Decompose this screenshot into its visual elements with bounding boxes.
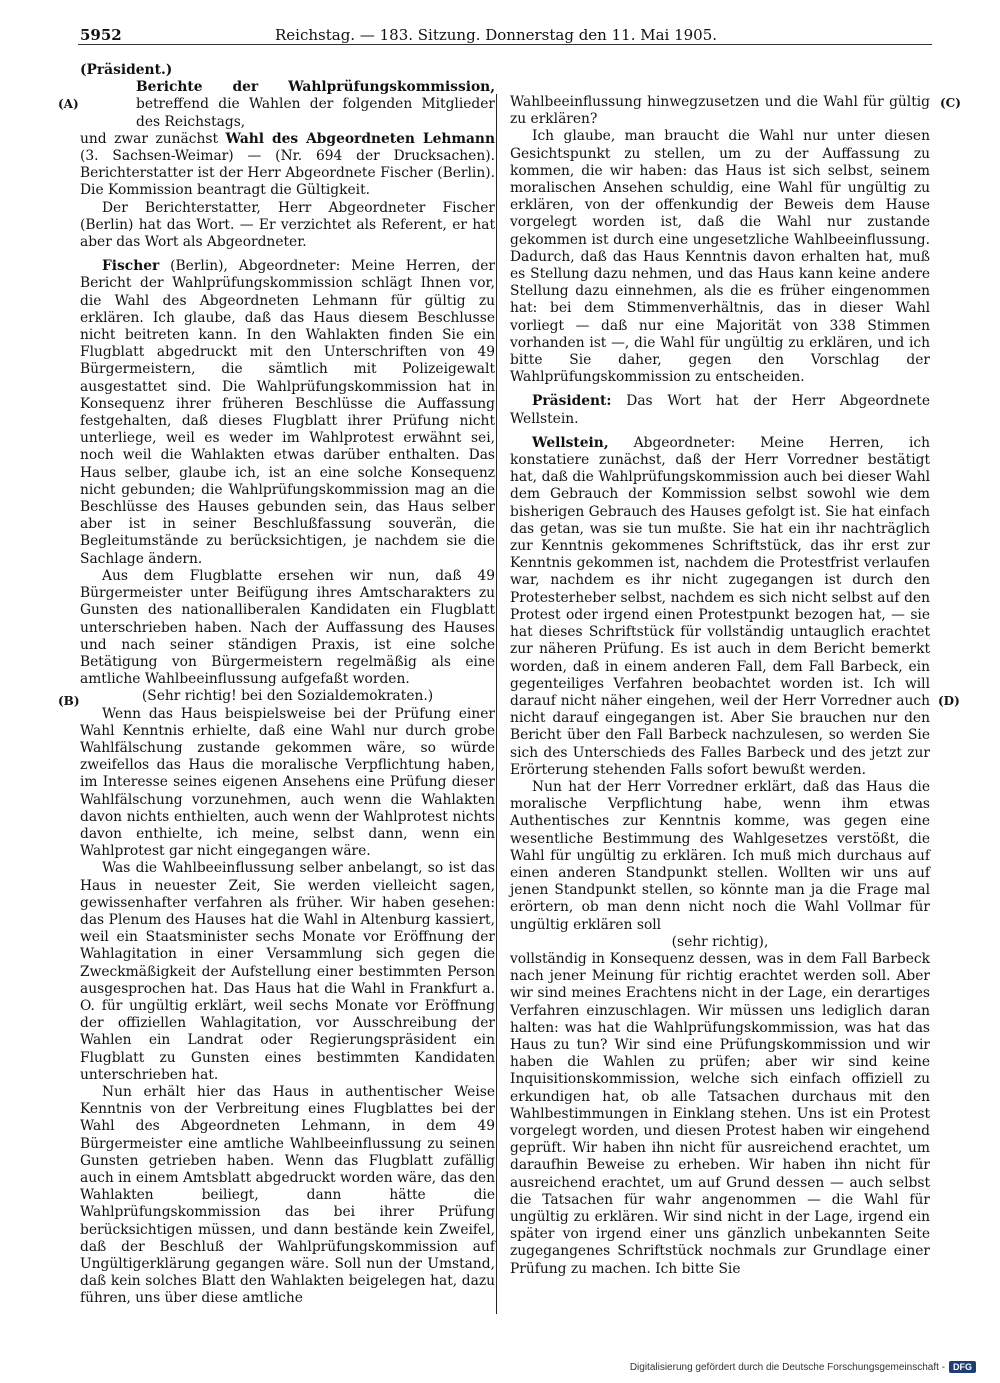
speech-paragraph: Wellstein, Abgeordneter: Meine Herren, ich konstatiere zunächst, daß der Herr Vorredner bestätigt hat, daß die Wahlprüfungskommission auch bei dieser Wahl dem Gebrauch der Kommission selbst sowohl wie dem bisherigen Gebrauch des Hauses gefolgt ist. Sie hat einfach das getan, was sie tun mußte. Sie hat ein ihr nachträglich zur Kenntnis gekommenes Schriftstück, das ihr erst zur Kenntnis gekommen ist, nachdem die Protestfrist verlaufen war, nachdem es ihr nicht zugegangen ist durch den Protesterheber selbst, nachdem es sich nicht selbst auf den Protest oder irgend einen Protestpunkt bezogen hat, — sie hat dieses Schriftstück für vollständig untauglich erachtet zur näheren Prüfung. Es ist auch in dem Bericht bemerkt worden, daß in einem anderen Fall, dem Fall Barbeck, ein gegenteiliges Verfahren beobachtet worden ist. Ich will darauf nicht näher eingehen, weil der Herr Vorredner auch nicht darauf eingegangen ist. Aber Sie brauchen nur den Bericht über den Fall Barbeck nachzulesen, so werden Sie sich des Unterschieds des Falles Barbeck und des jetzt zur Erörterung stehenden Falls sofort bewußt werden. (510, 434, 930, 778)
footer-text: Digitalisierung gefördert durch die Deutsche Forschungsgemeinschaft - (629, 1361, 945, 1373)
election-title: Wahl des Abgeordneten Lehmann (225, 130, 495, 147)
header-rule (78, 44, 932, 45)
paragraph: Nun erhält hier das Haus in authentischer Weise Kenntnis von der Verbreitung eines Flugblattes bei der Wahl des Abgeordneten Lehmann, in dem 49 Bürgermeister eine amtliche Wahlbeeinflussung zu seinen Gunsten getrieben haben. Wenn das Flugblatt zufällig auch in einem Amtsblatt abgedruckt worden wäre, das den Wahlakten beiliegt, dann hätte die Wahlprüfungskommission das bei ihrer Prüfung berücksichtigen müssen, und dann bestände kein Zweifel, daß der Beschluß der Wahlprüfungskommission auf Ungültigerklärung gegangen wäre. Soll nun der Umstand, daß kein solches Blatt den Wahlakten beigelegen hat, dazu führen, uns über diese amtliche (80, 1083, 495, 1307)
speaker-name: Präsident: (532, 393, 612, 410)
page-number: 5952 (80, 26, 122, 44)
paragraph: Aus dem Flugblatte ersehen wir nun, daß 49 Bürgermeister unter Beifügung ihres Amtscharakters zu Gunsten des nationalliberalen Kandidaten ein Flugblatt unterschrieben haben. Nach der Auffassung des Hauses und nach seiner ständigen Praxis, ist eine solche Betätigung von Bürgermeistern regelmäßig als eine amtliche Wahlbeeinflussung aufgefaßt worden. (80, 567, 495, 688)
speaker-name: Fischer (102, 258, 160, 275)
paragraph: und zwar zunächst Wahl des Abgeordneten Lehmann (3. Sachsen-Weimar) — (Nr. 694 der Drucksachen). Berichterstatter ist der Herr Abgeordnete Fischer (Berlin). Die Kommission beantragt die Gültigkeit. (80, 130, 495, 199)
running-title: Reichstag. — 183. Sitzung. Donnerstag den 11. Mai 1905. (275, 26, 718, 44)
margin-label-d: (D) (938, 694, 960, 708)
speech-paragraph: Fischer (Berlin), Abgeordneter: Meine Herren, der Bericht der Wahlprüfungskommission schlägt Ihnen vor, die Wahl des Abgeordneten Lehmann für gültig zu erklären. Ich glaube, daß das Haus diesem Beschlusse nicht beitreten kann. In den Wahlakten finden Sie ein Flugblatt abgedruckt mit den Unterschriften von 49 Bürgermeistern, die sämtlich mit Polizeigewalt ausgestattet sind. Die Wahlprüfungskommission hat in Konsequenz ihrer früheren Beschlüsse die Auffassung festgehalten, daß dieses Flugblatt ihrer Prüfung nicht unterliege, weil es weder im Wahlprotest erwähnt sei, noch weil die Wahlakten etwas darüber enthalten. Das Haus selber, glaube ich, ist an eine solche Konsequenz nicht gebunden; die Wahlprüfungskommission mag an die Beschlüsse des Hauses gebunden sein, das Haus selber aber ist in seiner Beschlußfassung souverän, die Begleitumstände zu berücksichtigen, je nachdem sie die Sachlage ändern. (80, 258, 495, 567)
footer-credit (630, 1361, 976, 1373)
agenda-title: Berichte der Wahlprüfungskommission, (136, 79, 495, 96)
paragraph: Wahlbeeinflussung hinwegzusetzen und die Wahl für gültig zu erklären? (510, 94, 930, 128)
page-header (80, 20, 930, 50)
speech-paragraph: Präsident: Das Wort hat der Herr Abgeordnete Wellstein. (510, 393, 930, 427)
margin-label-a: (A) (58, 97, 79, 111)
paragraph: vollständig in Konsequenz dessen, was in dem Fall Barbeck nach jener Meinung für richtig erachtet werden soll. Aber wir sind meines Erachtens nicht in der Lage, ein derartiges Verfahren einzuschlagen. Wir müssen uns lediglich daran halten: was hat die Wahlprüfungskommission, was hat das Haus zu tun? Wir sind eine Prüfungskommission und wir haben die Wahlen zu prüfen; aber wir sind keine Inquisitionskommission, welche sich einfach offiziell zu erkundigen hat, ob alle Tatsachen durchaus mit den Wahlbestimmungen in Einklang stehen. Uns ist ein Protest vorgelegt worden, und diesen Protest haben wir eingehend geprüft. Wir haben ihn nicht für ausreichend erachtet, um daraufhin Beweise zu erheben. Wir haben ihn nicht für ausreichend erachtet, um auf Grund dessen — auch selbst die Tatsachen für wahr angenommen — die Wahl für ungültig zu erklären. Wir sind nicht in der Lage, irgend ein später von irgend einer uns gänzlich unbekannten Seite zugegangenes Schriftstück nochmals zur Grundlage einer Prüfung zu machen. Ich bitte Sie (510, 950, 930, 1277)
paragraph: Was die Wahlbeeinflussung selber anbelangt, so ist das Haus in neuester Zeit, Sie werden vielleicht sagen, gewissenhafter verfahren als früher. Wir haben gesehen: das Plenum des Hauses hat die Wahl in Altenburg kassiert, weil ein Staatsminister sechs Monate vor Eröffnung der Wahlagitation in einer Versammlung sich gegen die Zweckmäßigkeit der Aufstellung einer bestimmten Person ausgesprochen hat. Das Haus hat die Wahl in Frankfurt a. O. für ungültig erklärt, weil sechs Monate vor Eröffnung der offiziellen Wahlagitation, vor Ausschreibung der Wahlen ein Landrat oder Regierungspräsident ein Flugblatt zu Gunsten eines bestimmten Kandidaten unterschrieben hat. (80, 860, 495, 1083)
margin-label-c: (C) (940, 96, 961, 110)
paragraph: Wenn das Haus beispielsweise bei der Prüfung einer Wahl Kenntnis erhielte, daß eine Wahl nur durch grobe Wahlfälschung zustande gekommen wäre, so würde zweifellos das Haus die moralische Verpflichtung haben, im Interesse seines eigenen Ansehens eine Prüfung dieser Wahlfälschung vorzunehmen, auch wenn die Wahlakten davon nichts enthielten, auch wenn der Wahlprotest nichts davon enthielte, ich meine, selbst dann, wenn ein Wahlprotest gar nicht eingegangen wäre. (80, 705, 495, 860)
speaker-name: Wellstein, (532, 434, 609, 451)
interjection: (sehr richtig), (671, 933, 769, 950)
margin-label-b: (B) (58, 694, 80, 708)
left-column (80, 62, 495, 1308)
column-divider (496, 94, 497, 1314)
right-column (510, 94, 930, 1278)
agenda-item: Berichte der Wahlprüfungskommission, betreffend die Wahlen der folgenden Mitglieder des Reichstags, (136, 79, 495, 130)
paragraph: Nun hat der Herr Vorredner erklärt, daß das Haus die moralische Verpflichtung habe, wenn ihm etwas Authentisches zur Kenntnis komme, was gegen eine wesentliche Bestimmung des Wahlgesetzes verstößt, die Wahl für ungültig zu erklären. Ich muß mich durchaus auf einen anderen Standpunkt stellen. Wollten wir uns auf jenen Standpunkt stellen, so könnte man ja die Frage mal erörtern, ob man denn nicht noch die Wahl Vollmar für ungültig erklären soll (510, 778, 930, 933)
interjection: (Sehr richtig! bei den Sozialdemokraten.) (141, 688, 434, 705)
speaker-heading: (Präsident.) (80, 62, 173, 78)
paragraph: Ich glaube, man braucht die Wahl nur unter diesen Gesichtspunkt zu stellen, um zu der Auffassung zu kommen, die wir haben: das Haus ist sich selbst, seinem moralischen Ansehen schuldig, eine Wahl für ungültig zu erklären, von der offenkundig der Beweis dem Hause vorgelegt worden ist, daß die Wahl nur zustande gekommen ist durch eine ungesetzliche Wahlbeeinflussung. Dadurch, daß das Haus Kenntnis davon erhalten hat, muß es Stellung dazu nehmen, und das Haus kann keine andere Stellung dazu einnehmen, als die es früher eingenommen hat: bei dem Stimmenverhältnis, das in dieser Wahl vorliegt — daß nur eine Majorität von 338 Stimmen vorhanden ist —, die Wahl für ungültig zu erklären, und ich bitte Sie daher, gegen den Vorschlag der Wahlprüfungskommission zu entscheiden. (510, 128, 930, 386)
dfg-logo: DFG (949, 1361, 976, 1373)
paragraph: Der Berichterstatter, Herr Abgeordneter Fischer (Berlin) hat das Wort. — Er verzichtet als Referent, er hat aber das Wort als Abgeordneter. (80, 199, 495, 251)
